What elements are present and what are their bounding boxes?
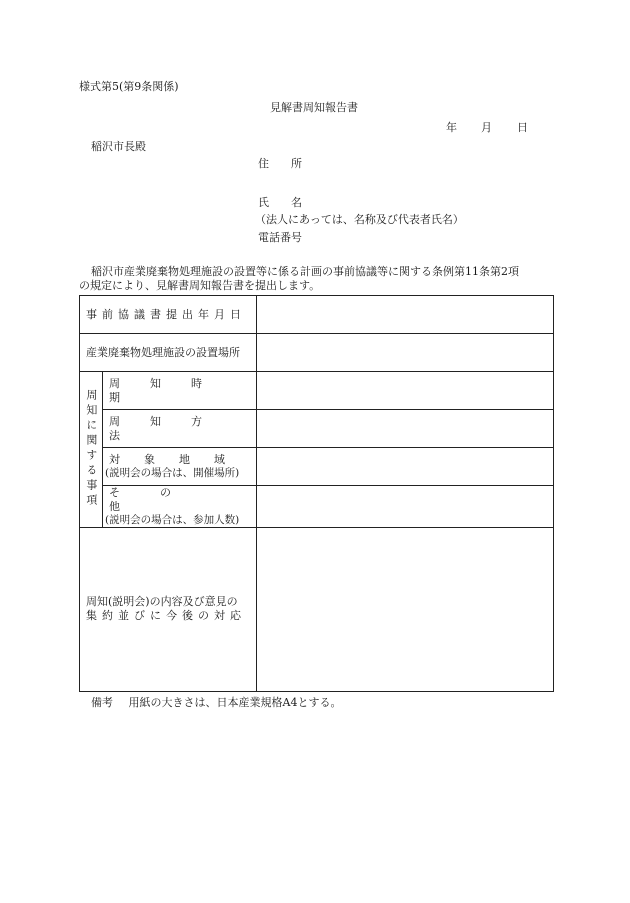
notification-category-label: 周知に関する事項 [80,372,103,528]
table-row [80,296,554,334]
method-label: 周知方法 [103,410,257,448]
area-field[interactable] [257,448,554,486]
other-label: その他 (説明会の場合は、参加人数) [103,486,257,528]
content-field[interactable] [257,527,554,691]
remarks-text: 用紙の大きさは、日本産業規格A4とする。 [128,696,342,709]
name-label: 氏 名 [258,196,302,209]
phone-label: 電話番号 [258,231,302,244]
body-text-line-1: 稲沢市産業廃棄物処理施設の設置等に係る計画の事前協議等に関する条例第11条第2項 [91,265,519,278]
date-day: 日 [517,121,528,134]
date-year: 年 [446,121,457,134]
table-row [80,334,554,372]
remarks [91,696,341,710]
table-row [80,410,554,448]
document-title: 見解書周知報告書 [270,101,358,114]
method-field[interactable] [257,410,554,448]
form-number: 様式第5(第9条関係) [79,80,179,93]
area-label: 対象地域 (説明会の場合は、開催場所) [103,448,257,486]
period-label: 周知時期 [103,372,257,410]
submission-date-field[interactable] [257,296,554,334]
table-row [80,372,554,410]
body-text-line-2: の規定により、見解書周知報告書を提出します。 [79,279,321,292]
submission-date-label: 事前協議書提出年月日 [80,296,257,334]
content-label: 周知(説明会)の内容及び意見の 集約並びに今後の対応 [80,527,257,691]
corporate-note: （法人にあっては、名称及び代表者氏名） [255,213,464,226]
remarks-label: 備考 [91,696,113,709]
location-field[interactable] [257,334,554,372]
date-month: 月 [481,121,492,134]
address-label: 住 所 [258,157,302,170]
location-label: 産業廃棄物処理施設の設置場所 [80,334,257,372]
period-field[interactable] [257,372,554,410]
table-row [80,486,554,528]
other-field[interactable] [257,486,554,528]
date-line [446,121,528,135]
addressee: 稲沢市長殿 [91,140,146,153]
table-row [80,527,554,691]
table-row [80,448,554,486]
report-form-table [79,295,554,692]
